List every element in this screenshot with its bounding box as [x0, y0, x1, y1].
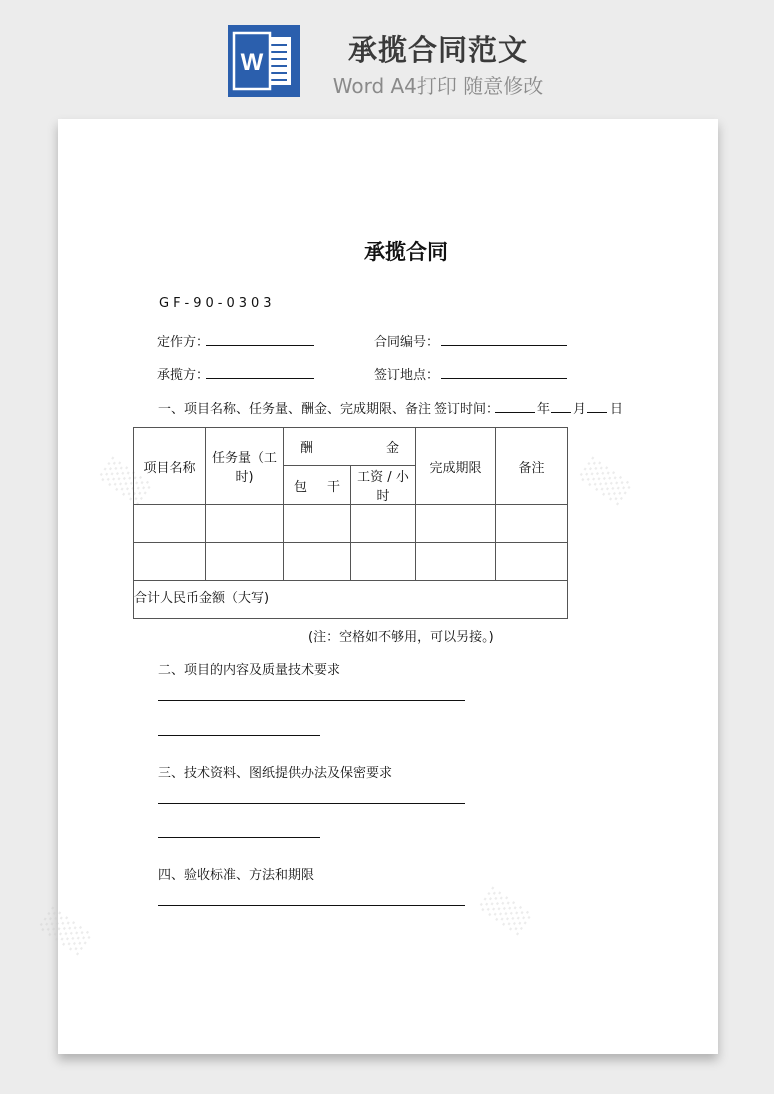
header-task-amount: 任务量（工时) — [206, 428, 284, 505]
sign-month-field[interactable] — [551, 412, 571, 413]
sign-day-field[interactable] — [587, 412, 607, 413]
table-cell[interactable] — [496, 543, 568, 581]
watermark: ░░░ — [577, 457, 634, 508]
total-row — [134, 581, 568, 619]
sign-place-label: 签订地点： — [374, 368, 440, 383]
year-label: 年 — [537, 402, 551, 417]
contractor-label: 承揽方： — [157, 368, 210, 383]
watermark: ░░░ — [477, 887, 534, 938]
table-cell[interactable] — [496, 505, 568, 543]
section3-heading: 三、技术资料、图纸提供办法及保密要求 — [158, 766, 393, 781]
header-title: 承揽合同范文 — [347, 33, 528, 67]
header-deadline: 完成期限 — [416, 428, 496, 505]
table-note: (注：空格如不够用，可以另接。) — [308, 630, 494, 645]
orderer-field[interactable] — [206, 345, 314, 346]
table-cell[interactable] — [284, 505, 351, 543]
table-cell[interactable] — [416, 543, 496, 581]
table-cell[interactable] — [134, 543, 206, 581]
header — [0, 0, 774, 110]
section1-heading: 一、项目名称、任务量、酬金、完成期限、备注 — [158, 402, 432, 417]
contractor-field[interactable] — [206, 378, 314, 379]
section2-line[interactable] — [158, 700, 465, 701]
table-row — [134, 543, 568, 581]
table-cell[interactable] — [416, 505, 496, 543]
table-cell[interactable] — [284, 543, 351, 581]
section3-line[interactable] — [158, 803, 465, 804]
word-icon — [228, 25, 300, 97]
section2-heading: 二、项目的内容及质量技术要求 — [158, 663, 341, 678]
contract-table — [133, 427, 568, 619]
header-item-name: 项目名称 — [134, 428, 206, 505]
total-amount-label[interactable]: 合计人民币金额（大写) — [134, 581, 568, 619]
header-lump-sum — [284, 466, 351, 505]
table-cell[interactable] — [206, 505, 284, 543]
header-pay — [284, 428, 416, 466]
header-pay-left: 酬 — [300, 441, 314, 456]
sign-year-field[interactable] — [495, 412, 535, 413]
day-label: 日 — [610, 402, 624, 417]
table-cell[interactable] — [351, 505, 416, 543]
orderer-label: 定作方： — [157, 335, 210, 350]
standard-code: GF-90-0303 — [159, 296, 276, 311]
sign-place-field[interactable] — [441, 378, 567, 379]
svg-text:W: W — [240, 49, 264, 76]
sign-time-label: 签订时间： — [434, 402, 500, 417]
header-hourly: 工资 / 小时 — [351, 466, 416, 505]
watermark: ░░░ — [37, 907, 94, 958]
header-subtitle: Word A4打印 随意修改 — [332, 74, 544, 98]
section2-line[interactable] — [158, 735, 320, 736]
header-pay-right: 金 — [385, 441, 399, 456]
section4-line[interactable] — [158, 905, 465, 906]
contract-no-field[interactable] — [441, 345, 567, 346]
watermark: ░░░ — [97, 457, 154, 508]
table-row — [134, 505, 568, 543]
contract-no-label: 合同编号： — [374, 335, 440, 350]
table-cell[interactable] — [206, 543, 284, 581]
month-label: 月 — [573, 402, 587, 417]
header-remarks: 备注 — [496, 428, 568, 505]
header-lump-sum-right: 干 — [326, 479, 340, 495]
header-lump-sum-left: 包 — [294, 479, 308, 495]
table-cell[interactable] — [351, 543, 416, 581]
section4-heading: 四、验收标准、方法和期限 — [158, 868, 315, 883]
table-cell[interactable] — [134, 505, 206, 543]
section3-line[interactable] — [158, 837, 320, 838]
